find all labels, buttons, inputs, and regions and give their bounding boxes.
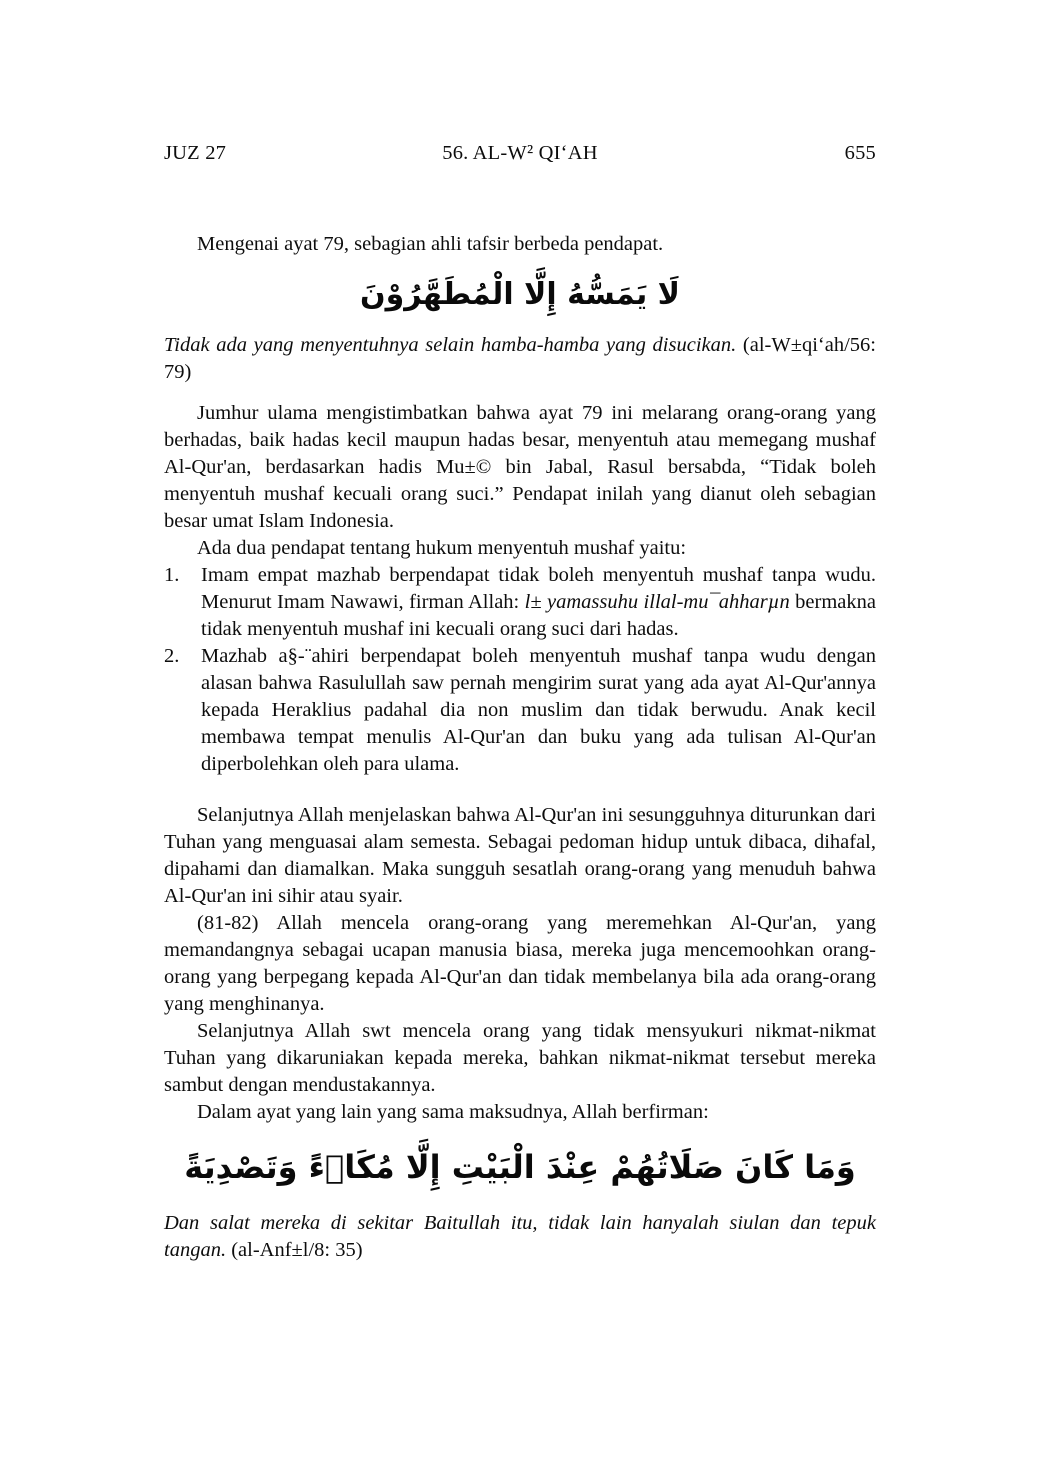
dalam-ayat-line: Dalam ayat yang lain yang sama maksudnya, Allah berfirman: <box>197 1101 709 1123</box>
opinion-2-text: Mazhab a§-¨ahiri berpendapat boleh menyentuh mushaf tanpa wudu dengan alasan bahwa Rasulullah saw pernah mengirim surat yang ada ayat Al-Qur'annya kepada Heraklius padahal dia non muslim dan tidak berwudu. Anak kecil membawa tempat menulis Al-Qur'an dan buku yang ada tulisan Al-Qur'an diperbolehkan oleh para ulama. <box>201 645 876 775</box>
ayat-81-82-paragraph: (81-82) Allah mencela orang-orang yang meremehkan Al-Qur'an, yang memandangnya sebagai ucapan manusia biasa, mereka juga mencemoohkan orang-orang yang berpegang kepada Al-Qur'an dan tidak membelanya bila ada orang-orang yang menghinanya. <box>164 912 876 1015</box>
nikmat-paragraph: Selanjutnya Allah swt mencela orang yang tidak mensyukuri nikmat-nikmat Tuhan yang dikaruniakan kepada mereka, bahkan nikmat-nikmat tersebut mereka sambut dengan mendustakannya. <box>164 1020 876 1096</box>
translation-2 <box>164 1210 876 1264</box>
surah-title: 56. AL-W² QI‘AH <box>442 142 598 164</box>
page-header <box>164 140 876 167</box>
arabic-verse-1: لَا يَمَسُّهُ إِلَّا الْمُطَهَّرُوْنَ <box>360 277 680 312</box>
intro-paragraph: Mengenai ayat 79, sebagian ahli tafsir berbeda pendapat. <box>197 233 664 255</box>
jumhur-paragraph: Jumhur ulama mengistimbatkan bahwa ayat 79 ini melarang orang-orang yang berhadas, baik hadas kecil maupun hadas besar, menyentuh atau memegang mushaf Al-Qur'an, berdasarkan hadis Mu±© bin Jabal, Rasul bersabda, “Tidak boleh menyentuh mushaf kecuali orang suci.” Pendapat inilah yang dianut oleh sebagian besar umat Islam Indonesia. <box>164 402 876 532</box>
page-body <box>164 231 876 1264</box>
translation-2-ref: (al-Anf±l/8: 35) <box>226 1239 363 1261</box>
list-number-1: 1. <box>164 564 180 586</box>
translation-1-text: Tidak ada yang menyentuhnya selain hamba-hamba yang disucikan. <box>164 334 737 356</box>
opinion-1-arabic-transliteration: l± yamassuhu illal-mu¯ahharµn <box>524 591 790 613</box>
opinion-1-text-after: bermakna tidak menyentuh mushaf ini kecuali orang suci dari hadas. <box>201 591 876 640</box>
opinion-1-text-before: Imam empat mazhab berpendapat tidak boleh menyentuh mushaf tanpa wudu. Menurut Imam Nawawi, firman Allah: <box>201 564 876 613</box>
translation-2-text: Dan salat mereka di sekitar Baitullah itu, tidak lain hanyalah siulan dan tepuk tangan. <box>164 1212 876 1261</box>
translation-1-ref: (al-W±qi‘ah/56: 79) <box>164 334 876 383</box>
page-number: 655 <box>844 142 876 164</box>
list-number-2: 2. <box>164 645 180 667</box>
opinion-list-item-1 <box>164 562 876 643</box>
two-opinions-intro: Ada dua pendapat tentang hukum menyentuh mushaf yaitu: <box>197 537 687 559</box>
juz-label: JUZ 27 <box>164 142 227 164</box>
arabic-verse-2: وَمَا كَانَ صَلَاتُهُمْ عِنْدَ الْبَيْتِ إِلَّا مُكَاۤءً وَتَصْدِيَةً <box>184 1148 856 1186</box>
selanjutnya-paragraph: Selanjutnya Allah menjelaskan bahwa Al-Qur'an ini sesungguhnya diturunkan dari Tuhan yang menguasai alam semesta. Sebagai pedoman hidup untuk dibaca, dihafal, dipahami dan diamalkan. Maka sungguh sesatlah orang-orang yang menuduh bahwa Al-Qur'an ini sihir atau syair. <box>164 804 876 907</box>
opinion-list-item-2 <box>164 643 876 778</box>
translation-1 <box>164 332 876 386</box>
